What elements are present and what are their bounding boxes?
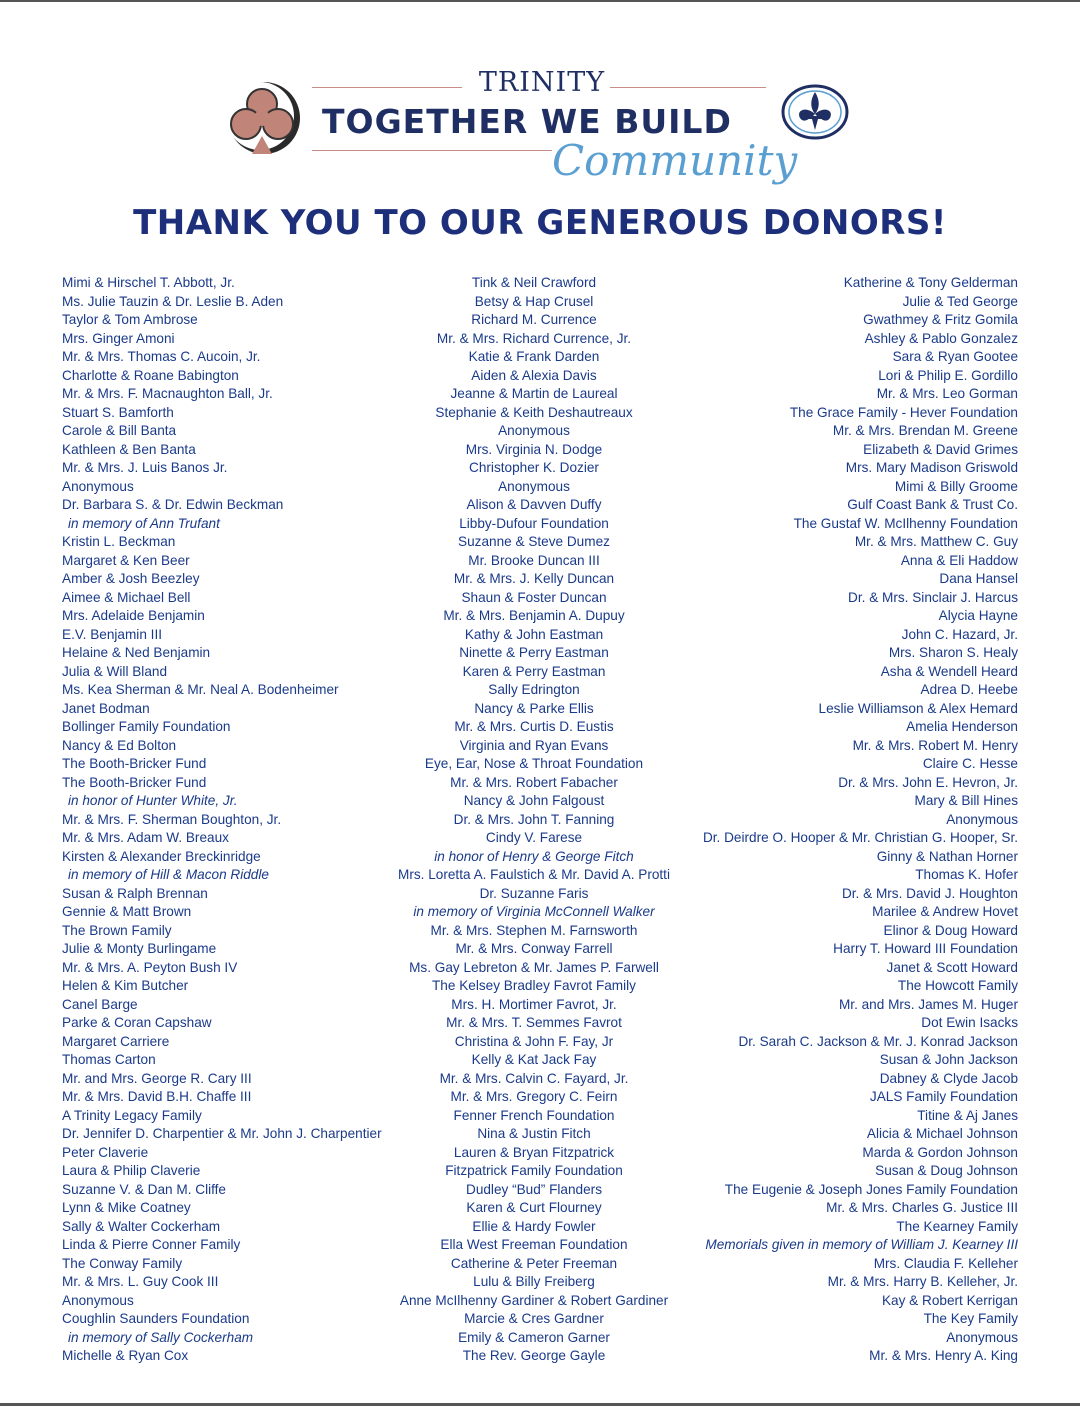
donor-name: Mr. & Mrs. Calvin C. Fayard, Jr.	[439, 1070, 629, 1086]
donor-name: Dabney & Clyde Jacob	[879, 1070, 1018, 1086]
donor-name: Ella West Freeman Foundation	[440, 1237, 628, 1252]
donor-name: Coughlin Saunders Foundation	[62, 1311, 250, 1326]
donor-name: Karen & Curt Flourney	[466, 1200, 602, 1215]
donor-name: Mr. & Mrs. Henry A. King	[869, 1348, 1018, 1363]
donor-name: Elinor & Doug Howard	[883, 922, 1018, 938]
donor-name: Mr. & Mrs. Adam W. Breaux	[62, 830, 229, 845]
donor-name: The Grace Family - Hever Foundation	[789, 404, 1018, 420]
donor-name: Suzanne & Steve Dumez	[458, 534, 610, 549]
donor-name: Virginia and Ryan Evans	[459, 737, 609, 753]
donor-name: Dana Hansel	[939, 571, 1018, 586]
donor-name: Mary & Bill Hines	[914, 793, 1018, 808]
donor-name: Aiden & Alexia Davis	[471, 367, 597, 383]
donor-name: Mr. & Mrs. Robert M. Henry	[852, 737, 1018, 753]
donor-note: in memory of Virginia McConnell Walker	[413, 904, 655, 919]
donor-name: Alicia & Michael Johnson	[866, 1126, 1018, 1141]
donor-name: Cindy V. Farese	[485, 830, 583, 845]
donor-name: Kirsten & Alexander Breckinridge	[62, 848, 261, 864]
donor-name: Kathy & John Eastman	[464, 626, 604, 642]
donor-name: Nina & Justin Fitch	[477, 1126, 591, 1141]
donor-name: Dr. Sarah C. Jackson & Mr. J. Konrad Jackson	[738, 1033, 1018, 1049]
donor-name: Mr. & Mrs. David B.H. Chaffe III	[62, 1089, 252, 1104]
page-title: THANK YOU TO OUR GENEROUS DONORS!	[133, 203, 947, 243]
donor-name: Canel Barge	[62, 996, 138, 1012]
donor-name: Dr. & Mrs. John T. Fanning	[453, 811, 615, 827]
donor-name: E.V. Benjamin III	[62, 626, 162, 642]
donor-name: Michelle & Ryan Cox	[62, 1348, 189, 1363]
top-border	[0, 0, 1080, 2]
donor-name: Karen & Perry Eastman	[462, 663, 606, 679]
trefoil-logo-icon	[222, 76, 304, 158]
donor-note: in memory of Sally Cockerham	[68, 1329, 254, 1345]
donor-name: The Eugenie & Joseph Jones Family Foundation	[724, 1181, 1018, 1197]
brand-trinity: TRINITY	[478, 67, 606, 98]
donor-name: Dr. & Mrs. Sinclair J. Harcus	[848, 589, 1018, 605]
donor-name: Anonymous	[946, 811, 1018, 827]
donor-name: Adrea D. Heebe	[920, 682, 1018, 697]
donor-name: Aimee & Michael Bell	[62, 589, 191, 605]
donor-name: Mrs. Mary Madison Griswold	[845, 460, 1018, 475]
donor-name: Mr. & Mrs. L. Guy Cook III	[62, 1274, 219, 1289]
donor-name: Anonymous	[62, 1292, 134, 1308]
donor-name: The Rev. George Gayle	[462, 1348, 606, 1363]
donor-name: Mr. & Mrs. Robert Fabacher	[450, 774, 618, 790]
donor-name: Tink & Neil Crawford	[471, 275, 597, 290]
donor-name: Mrs. Ginger Amoni	[62, 330, 175, 346]
donor-name: Mr. & Mrs. Leo Gorman	[876, 386, 1018, 401]
donor-name: Anne McIlhenny Gardiner & Robert Gardiner	[399, 1292, 669, 1308]
donor-name: Ginny & Nathan Horner	[876, 848, 1018, 864]
donor-name: Mr. & Mrs. Harry B. Kelleher, Jr.	[827, 1274, 1018, 1289]
donor-name: Helen & Kim Butcher	[62, 978, 189, 993]
donor-name: Anonymous	[498, 478, 570, 494]
brand-tagline: TOGETHER WE BUILD	[322, 102, 732, 141]
donor-name: Mr. & Mrs. T. Semmes Favrot	[446, 1015, 622, 1030]
donor-name: Dr. Barbara S. & Dr. Edwin Beckman	[62, 497, 284, 512]
donor-name: Mr. & Mrs. Benjamin A. Dupuy	[443, 608, 625, 623]
donor-name: Mrs. Adelaide Benjamin	[62, 608, 205, 623]
donor-name: Mr. & Mrs. F. Sherman Boughton, Jr.	[62, 811, 282, 827]
donor-name: Gulf Coast Bank & Trust Co.	[847, 497, 1018, 512]
brand-rule	[312, 150, 552, 151]
donor-name: The Kelsey Bradley Favrot Family	[432, 978, 636, 993]
donor-name: Stuart S. Bamforth	[62, 404, 174, 420]
donor-name: Margaret Carriere	[62, 1033, 170, 1049]
donor-name: Jeanne & Martin de Laureal	[450, 386, 618, 401]
donor-name: The Howcott Family	[897, 978, 1018, 993]
donor-name: Titine & Aj Janes	[917, 1107, 1018, 1123]
brand-community: Community	[552, 136, 798, 185]
donor-name: Richard M. Currence	[471, 312, 597, 327]
donor-name: Dudley “Bud” Flanders	[466, 1181, 602, 1197]
donor-name: Thomas Carton	[62, 1052, 156, 1067]
donor-name: Dr. & Mrs. David J. Houghton	[841, 885, 1018, 901]
donor-name: Mrs. Sharon S. Healy	[888, 645, 1018, 660]
donor-note: Memorials given in memory of William J. Kearney III	[705, 1237, 1018, 1252]
donor-name: Marcie & Cres Gardner	[464, 1311, 604, 1326]
donor-name: Mr. & Mrs. Gregory C. Feirn	[450, 1089, 618, 1104]
donor-name: Asha & Wendell Heard	[880, 663, 1018, 679]
donor-name: Lauren & Bryan Fitzpatrick	[453, 1144, 615, 1160]
donor-name: Harry T. Howard III Foundation	[833, 941, 1018, 956]
donor-name: Katie & Frank Darden	[468, 349, 600, 364]
donor-name: Dr. Deirdre O. Hooper & Mr. Christian G. Hooper, Sr.	[702, 830, 1018, 845]
donor-name: Eye, Ear, Nose & Throat Foundation	[424, 756, 644, 771]
donor-name: Mr. Brooke Duncan III	[468, 552, 600, 568]
donor-name: Susan & Doug Johnson	[875, 1163, 1018, 1178]
donor-name: Mr. & Mrs. J. Luis Banos Jr.	[62, 460, 228, 475]
donor-name: Peter Claverie	[62, 1144, 149, 1160]
donor-name: Katherine & Tony Gelderman	[843, 275, 1018, 290]
donor-name: The Booth-Bricker Fund	[62, 756, 207, 771]
donor-name: Nancy & Parke Ellis	[474, 700, 594, 716]
donor-column-left	[62, 274, 392, 1366]
donor-name: Mr. & Mrs. Brendan M. Greene	[832, 423, 1018, 438]
donor-name: Thomas K. Hofer	[915, 867, 1018, 882]
donor-name: The Conway Family	[62, 1255, 183, 1271]
donor-name: The Booth-Bricker Fund	[62, 774, 207, 790]
donor-name: Suzanne V. & Dan M. Cliffe	[62, 1181, 226, 1197]
donor-name: Taylor & Tom Ambrose	[62, 312, 198, 327]
donor-name: Sally & Walter Cockerham	[62, 1218, 221, 1234]
donor-name: Parke & Coran Capshaw	[62, 1015, 212, 1030]
donor-name: A Trinity Legacy Family	[62, 1107, 202, 1123]
donor-name: Susan & Ralph Brennan	[62, 885, 208, 901]
donor-name: Julie & Monty Burlingame	[62, 941, 217, 956]
donor-name: Mr. & Mrs. Stephen M. Farnsworth	[430, 922, 638, 938]
donor-name: Emily & Cameron Garner	[458, 1329, 610, 1345]
donor-name: Margaret & Ken Beer	[62, 552, 190, 568]
donor-name: Nancy & John Falgoust	[463, 793, 605, 808]
donor-name: Sally Edrington	[488, 682, 580, 697]
donor-name: Amber & Josh Beezley	[62, 571, 200, 586]
donor-name: Anna & Eli Haddow	[900, 552, 1018, 568]
donor-name: JALS Family Foundation	[869, 1089, 1018, 1104]
donor-name: Dr. Suzanne Faris	[479, 885, 589, 901]
donor-name: Kristin L. Beckman	[62, 534, 176, 549]
donor-name: Mrs. Claudia F. Kelleher	[873, 1255, 1018, 1271]
donor-name: Mr. & Mrs. F. Macnaughton Ball, Jr.	[62, 386, 273, 401]
donor-name: Helaine & Ned Benjamin	[62, 645, 211, 660]
donor-name: Stephanie & Keith Deshautreaux	[435, 404, 633, 420]
donor-name: Carole & Bill Banta	[62, 423, 177, 438]
donor-note: in memory of Ann Trufant	[68, 515, 220, 531]
donor-name: Betsy & Hap Crusel	[474, 293, 594, 309]
donor-name: Mrs. H. Mortimer Favrot, Jr.	[451, 996, 617, 1012]
donor-name: Janet & Scott Howard	[886, 959, 1018, 975]
fleur-de-lis-logo-icon	[780, 80, 850, 144]
donor-name: Mr. & Mrs. Richard Currence, Jr.	[436, 330, 632, 346]
donor-name: Shaun & Foster Duncan	[461, 589, 607, 605]
donor-name: Mr. & Mrs. J. Kelly Duncan	[453, 571, 615, 586]
donor-name: The Brown Family	[62, 922, 172, 938]
donor-name: Mr. & Mrs. Charles G. Justice III	[826, 1200, 1018, 1215]
donor-name: Bollinger Family Foundation	[62, 719, 231, 734]
donor-name: Mimi & Billy Groome	[894, 478, 1018, 494]
donor-name: Anonymous	[498, 423, 570, 438]
donor-name: Ashley & Pablo Gonzalez	[864, 330, 1018, 346]
donor-name: Linda & Pierre Conner Family	[62, 1237, 241, 1252]
donor-name: Fitzpatrick Family Foundation	[445, 1163, 623, 1178]
donor-name: John C. Hazard, Jr.	[901, 626, 1018, 642]
donor-name: Kay & Robert Kerrigan	[881, 1292, 1018, 1308]
donor-name: The Gustaf W. McIlhenny Foundation	[793, 515, 1018, 531]
donor-name: Libby-Dufour Foundation	[459, 515, 609, 531]
donor-name: Marda & Gordon Johnson	[862, 1144, 1018, 1160]
donor-name: Elizabeth & David Grimes	[863, 441, 1018, 457]
donor-name: Anonymous	[946, 1329, 1018, 1345]
donor-name: Christopher K. Dozier	[469, 460, 599, 475]
donor-name: Amelia Henderson	[906, 719, 1018, 734]
donor-name: Fenner French Foundation	[453, 1107, 615, 1123]
donor-name: Christina & John F. Fay, Jr	[454, 1033, 614, 1049]
donor-name: Janet Bodman	[62, 700, 150, 716]
donor-name: Kathleen & Ben Banta	[62, 441, 196, 457]
donor-name: Laura & Philip Claverie	[62, 1163, 201, 1178]
donor-name: Mr. & Mrs. Curtis D. Eustis	[454, 719, 614, 734]
donor-name: Ellie & Hardy Fowler	[472, 1218, 596, 1234]
donor-name: Ms. Gay Lebreton & Mr. James P. Farwell	[409, 959, 659, 975]
donor-name: Mr. and Mrs. George R. Cary III	[62, 1070, 252, 1086]
donor-name: Dr. Jennifer D. Charpentier & Mr. John J. Charpentier	[62, 1126, 382, 1141]
donor-name: Claire C. Hesse	[922, 756, 1018, 771]
donor-name: Mr. & Mrs. Thomas C. Aucoin, Jr.	[62, 349, 261, 364]
header	[0, 60, 1080, 200]
donor-name: Ninette & Perry Eastman	[459, 645, 609, 660]
donor-note: in memory of Hill & Macon Riddle	[68, 867, 269, 882]
donor-name: Mr. & Mrs. Matthew C. Guy	[854, 534, 1018, 549]
donor-name: Alycia Hayne	[938, 608, 1018, 623]
brand-rule	[312, 87, 462, 88]
donor-name: Marilee & Andrew Hovet	[872, 904, 1018, 919]
donor-name: Mr. & Mrs. Conway Farrell	[455, 941, 613, 956]
donor-name: Charlotte & Roane Babington	[62, 367, 239, 383]
donor-name: Nancy & Ed Bolton	[62, 737, 177, 753]
donor-name: The Kearney Family	[896, 1218, 1018, 1234]
donor-name: Anonymous	[62, 478, 134, 494]
donor-name: Lori & Philip E. Gordillo	[878, 367, 1018, 383]
donor-name: Gwathmey & Fritz Gomila	[863, 312, 1018, 327]
donor-name: Sara & Ryan Gootee	[892, 349, 1018, 364]
donor-name: Julia & Will Bland	[62, 663, 168, 679]
donor-note: in honor of Henry & George Fitch	[434, 848, 634, 864]
donor-name: The Key Family	[923, 1311, 1018, 1326]
brand-rule	[610, 87, 766, 88]
donor-name: Gennie & Matt Brown	[62, 904, 192, 919]
donor-name: Julie & Ted George	[902, 293, 1018, 309]
donor-name: Ms. Kea Sherman & Mr. Neal A. Bodenheimer	[62, 682, 339, 697]
donor-name: Leslie Williamson & Alex Hemard	[818, 700, 1018, 716]
donor-name: Mr. & Mrs. A. Peyton Bush IV	[62, 959, 238, 975]
donor-name: Mrs. Virginia N. Dodge	[465, 441, 603, 457]
donor-name: Susan & John Jackson	[879, 1052, 1018, 1067]
donor-column-middle	[384, 274, 684, 1366]
donor-name: Alison & Davven Duffy	[466, 497, 602, 512]
donor-column-right	[698, 274, 1018, 1366]
donor-name: Ms. Julie Tauzin & Dr. Leslie B. Aden	[62, 293, 284, 309]
donor-name: Mimi & Hirschel T. Abbott, Jr.	[62, 275, 235, 290]
donor-note: in honor of Hunter White, Jr.	[68, 793, 238, 808]
donor-name: Mr. and Mrs. James M. Huger	[838, 996, 1018, 1012]
donor-name: Kelly & Kat Jack Fay	[471, 1052, 597, 1067]
donor-name: Mrs. Loretta A. Faulstich & Mr. David A. Protti	[398, 867, 670, 882]
donor-name: Dot Ewin Isacks	[921, 1015, 1018, 1030]
donor-name: Dr. & Mrs. John E. Hevron, Jr.	[838, 774, 1018, 790]
donor-name: Lulu & Billy Freiberg	[473, 1274, 595, 1289]
donor-name: Catherine & Peter Freeman	[450, 1255, 618, 1271]
donor-name: Lynn & Mike Coatney	[62, 1200, 191, 1215]
